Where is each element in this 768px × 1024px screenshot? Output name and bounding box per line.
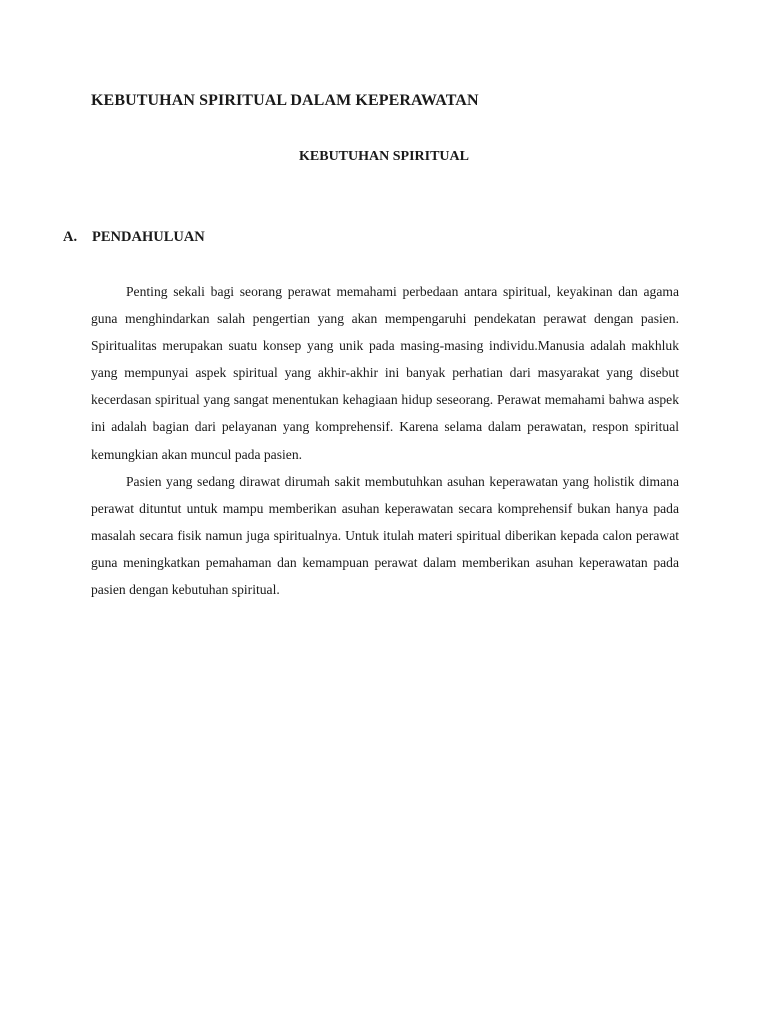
document-subtitle: KEBUTUHAN SPIRITUAL (299, 149, 469, 164)
section-heading (63, 229, 205, 246)
paragraph: Penting sekali bagi seorang perawat memahami perbedaan antara spiritual, keyakinan dan agama guna menghindarkan salah pengertian yang akan mempengaruhi pendekatan perawat dengan pasien. Spiritualitas merupakan suatu konsep yang unik pada masing-masing individu.Manusia adalah makhluk yang mempunyai aspek spiritual yang akhir-akhir ini banyak perhatian dari masyarakat yang disebut kecerdasan spiritual yang sangat menentukan kehagiaan hidup seseorang. Perawat memahami bahwa aspek ini adalah bagian dari pelayanan yang komprehensif. Karena selama dalam perawatan, respon spiritual kemungkian akan muncul pada pasien. (91, 284, 679, 462)
body-text (91, 278, 679, 603)
section-number: A. (63, 229, 78, 245)
section-heading-text: PENDAHULUAN (92, 229, 205, 245)
paragraph: Pasien yang sedang dirawat dirumah sakit membutuhkan asuhan keperawatan yang holistik dimana perawat dituntut untuk mampu memberikan asuhan keperawatan secara komprehensif bukan hanya pada masalah secara fisik namun juga spiritualnya. Untuk itulah materi spiritual diberikan kepada calon perawat guna meningkatkan pemahaman dan kemampuan perawat dalam memberikan asuhan keperawatan pada pasien dengan kebutuhan spiritual. (91, 473, 679, 598)
document-title: KEBUTUHAN SPIRITUAL DALAM KEPERAWATAN (91, 92, 479, 109)
